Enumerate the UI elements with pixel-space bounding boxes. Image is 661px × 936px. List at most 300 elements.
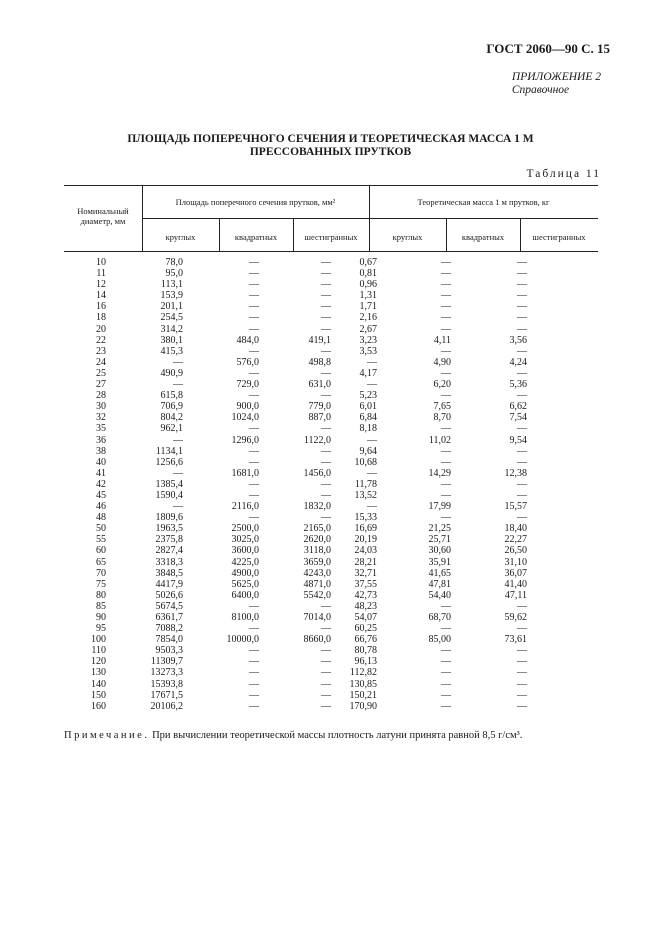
table-cell: 779,0	[308, 401, 331, 413]
table-cell: 11,02	[428, 434, 451, 446]
table-cell: 1385,4	[155, 478, 183, 490]
table-cell: 887,0	[308, 412, 331, 424]
table-cell: 0,67	[359, 257, 377, 268]
table-cell: 35,91	[428, 556, 451, 568]
table-cell: 95	[96, 623, 106, 635]
table-cell: 6,01	[359, 401, 377, 413]
table-cell: —	[321, 423, 331, 435]
table-cell: 10,68	[354, 456, 377, 468]
table-cell: 1296,0	[231, 434, 259, 446]
appendix-block	[512, 71, 601, 97]
table-cell: 96,13	[354, 656, 377, 668]
table-row	[64, 379, 527, 390]
table-cell: —	[367, 379, 377, 391]
table-cell: 100	[91, 634, 106, 646]
table-cell: —	[517, 689, 527, 701]
table-row	[64, 357, 527, 368]
table-cell: 160	[91, 700, 106, 712]
table-cell: —	[367, 467, 377, 479]
table-cell: 85	[96, 600, 106, 612]
table-row	[64, 634, 527, 645]
table-cell: —	[441, 390, 451, 402]
table-cell: 201,1	[160, 301, 183, 313]
appendix-kind: Справочное	[511, 84, 570, 96]
table-cell: 40	[96, 456, 106, 468]
table-cell: —	[249, 268, 259, 280]
table-cell: 5026,6	[155, 589, 183, 601]
table-cell: 41	[96, 467, 106, 479]
table-row	[64, 601, 527, 612]
table-cell: 729,0	[236, 379, 259, 391]
table-cell: —	[321, 700, 331, 712]
table-cell: 25,71	[428, 534, 451, 546]
table-cell: 7,65	[433, 401, 451, 413]
table-cell: 48,23	[354, 600, 377, 612]
table-cell: 47,81	[428, 578, 451, 590]
table-cell: 6400,0	[231, 589, 259, 601]
table-cell: 18,40	[504, 523, 527, 535]
table-cell: —	[441, 512, 451, 524]
table-cell: —	[249, 290, 259, 302]
table-cell: 8,70	[433, 412, 451, 424]
table-cell: —	[441, 279, 451, 291]
table-cell: —	[441, 689, 451, 701]
table-cell: —	[517, 445, 527, 457]
table-cell: 6,62	[509, 401, 527, 413]
table-cell: 3659,0	[303, 556, 331, 568]
table-cell: 3118,0	[303, 545, 331, 557]
table-cell: 8100,0	[231, 612, 259, 623]
table-cell: 20,19	[354, 534, 377, 546]
table-cell: —	[249, 678, 259, 690]
table-cell: 3,53	[359, 345, 377, 357]
table-cell: —	[367, 434, 377, 446]
table-row	[64, 290, 527, 301]
table-cell: 28	[96, 390, 106, 402]
table-cell: —	[321, 445, 331, 457]
table-cell: —	[441, 489, 451, 501]
table-cell: —	[321, 367, 331, 379]
table-cell: —	[249, 367, 259, 379]
table-cell: —	[517, 279, 527, 291]
header-bottom-rule	[64, 251, 598, 252]
table-cell: 498,8	[308, 356, 331, 368]
table-cell: 2827,4	[155, 545, 183, 557]
table-cell: 112,82	[349, 667, 377, 679]
table-cell: 1681,0	[231, 467, 259, 479]
table-cell: 36,07	[504, 567, 527, 579]
table-cell: —	[517, 268, 527, 280]
table-cell: 73,61	[504, 634, 527, 646]
table-cell: —	[367, 501, 377, 513]
table-cell: —	[249, 512, 259, 524]
table-body	[64, 257, 527, 712]
table-cell: 42,73	[354, 589, 377, 601]
table-cell: 3318,3	[155, 556, 183, 568]
table-cell: 1,71	[359, 301, 377, 313]
table-cell: —	[441, 445, 451, 457]
table-cell: —	[517, 667, 527, 679]
table-row	[64, 457, 527, 468]
table-cell: —	[517, 645, 527, 657]
table-cell: —	[173, 356, 183, 368]
table-cell: 130,85	[349, 678, 377, 690]
table-cell: —	[249, 279, 259, 291]
table-cell: 65	[96, 556, 106, 568]
table-cell: —	[249, 623, 259, 635]
table-cell: 24,03	[354, 545, 377, 557]
table-cell: —	[321, 345, 331, 357]
table-cell: 615,8	[160, 390, 183, 402]
table-cell: 1809,6	[155, 512, 183, 524]
table-row	[64, 579, 527, 590]
table-cell: —	[441, 623, 451, 635]
table-cell: 1832,0	[303, 501, 331, 513]
title-line-1: ПЛОЩАДЬ ПОПЕРЕЧНОГО СЕЧЕНИЯ И ТЕОРЕТИЧЕСКАЯ МАССА 1 М	[127, 133, 534, 145]
table-cell: —	[441, 645, 451, 657]
table-row	[64, 401, 527, 412]
table-cell: —	[517, 301, 527, 313]
table-cell: 153,9	[160, 290, 183, 302]
subheader-area-hex: шестигранных	[304, 232, 358, 242]
table-cell: 14	[96, 290, 106, 302]
table-cell: —	[249, 600, 259, 612]
table-cell: 25	[96, 367, 106, 379]
table-cell: 140	[91, 678, 106, 690]
table-cell: 1024,0	[231, 412, 259, 424]
appendix-label: ПРИЛОЖЕНИЕ 2	[511, 71, 601, 83]
table-row	[64, 412, 527, 423]
data-table	[64, 257, 527, 712]
table-cell: 2165,0	[303, 523, 331, 535]
table-cell: —	[441, 423, 451, 435]
table-cell: —	[321, 279, 331, 291]
table-cell: 10000,0	[226, 634, 259, 646]
table-cell: 28,21	[354, 556, 377, 568]
table-cell: —	[517, 290, 527, 302]
table-cell: 59,62	[504, 612, 527, 623]
table-cell: —	[249, 323, 259, 335]
table-cell: —	[441, 656, 451, 668]
table-cell: —	[441, 268, 451, 280]
document-title	[0, 133, 661, 159]
table-cell: —	[517, 678, 527, 690]
table-cell: 90	[96, 612, 106, 623]
table-cell: 35	[96, 423, 106, 435]
table-cell: —	[321, 268, 331, 280]
table-cell: —	[517, 623, 527, 635]
table-cell: 11	[96, 268, 106, 280]
table-cell: —	[441, 700, 451, 712]
table-cell: —	[249, 456, 259, 468]
table-cell: —	[441, 600, 451, 612]
table-cell: 4225,0	[231, 556, 259, 568]
table-cell: 962,1	[160, 423, 183, 435]
table-cell: 4243,0	[303, 567, 331, 579]
table-cell: 23	[96, 345, 106, 357]
table-cell: —	[517, 312, 527, 324]
table-cell: 30	[96, 401, 106, 413]
table-cell: 8660,0	[303, 634, 331, 646]
table-cell: 3848,5	[155, 567, 183, 579]
table-cell: —	[249, 345, 259, 357]
table-row	[64, 446, 527, 457]
table-cell: 1122,0	[303, 434, 331, 446]
table-cell: 1,31	[359, 290, 377, 302]
table-cell: 7854,0	[155, 634, 183, 646]
table-top-rule	[64, 185, 598, 186]
table-cell: 5542,0	[303, 589, 331, 601]
table-cell: —	[173, 379, 183, 391]
table-cell: 60	[96, 545, 106, 557]
table-cell: 804,2	[160, 412, 183, 424]
table-cell: 254,5	[160, 312, 183, 324]
table-cell: 380,1	[160, 334, 183, 346]
table-cell: —	[441, 323, 451, 335]
table-cell: —	[321, 600, 331, 612]
table-cell: —	[249, 445, 259, 457]
table-cell: 419,1	[308, 334, 331, 346]
table-cell: —	[517, 456, 527, 468]
header-area-group: Площадь поперечного сечения прутков, мм²	[175, 197, 336, 207]
table-cell: 576,0	[236, 356, 259, 368]
table-cell: 6,20	[433, 379, 451, 391]
table-cell: —	[249, 689, 259, 701]
table-cell: —	[517, 345, 527, 357]
table-cell: 70	[96, 567, 106, 579]
table-cell: 41,40	[504, 578, 527, 590]
table-cell: —	[249, 423, 259, 435]
table-note	[64, 730, 522, 741]
table-cell: 47,11	[504, 589, 527, 601]
table-cell: 4417,9	[155, 578, 183, 590]
table-cell: 22,27	[504, 534, 527, 546]
subheader-area-square: квадратных	[234, 232, 278, 242]
table-cell: 15393,8	[150, 678, 183, 690]
table-cell: —	[367, 356, 377, 368]
table-cell: —	[517, 323, 527, 335]
table-cell: —	[321, 478, 331, 490]
table-cell: 32	[96, 412, 106, 424]
table-cell: 11309,7	[150, 656, 183, 668]
table-cell: 3600,0	[231, 545, 259, 557]
table-cell: 1590,4	[155, 489, 183, 501]
table-cell: —	[441, 667, 451, 679]
table-cell: —	[517, 390, 527, 402]
table-cell: 7,54	[509, 412, 527, 424]
table-row	[64, 279, 527, 290]
table-cell: 3025,0	[231, 534, 259, 546]
table-cell: 17,99	[428, 501, 451, 513]
table-cell: —	[321, 623, 331, 635]
table-cell: 120	[91, 656, 106, 668]
table-cell: 5,23	[359, 390, 377, 402]
table-cell: 54,40	[428, 589, 451, 601]
table-cell: 7088,2	[155, 623, 183, 635]
table-cell: —	[321, 656, 331, 668]
subheader-mass-round: круглых	[392, 232, 423, 242]
table-cell: 415,3	[160, 345, 183, 357]
table-cell: —	[249, 667, 259, 679]
table-cell: 48	[96, 512, 106, 524]
table-cell: 0,96	[359, 279, 377, 291]
table-cell: 42	[96, 478, 106, 490]
table-cell: 27	[96, 379, 106, 391]
table-cell: 21,25	[428, 523, 451, 535]
table-cell: —	[517, 478, 527, 490]
table-row	[64, 645, 527, 656]
table-cell: —	[517, 512, 527, 524]
table-row	[64, 312, 527, 323]
table-cell: 16,69	[354, 523, 377, 535]
table-cell: 12	[96, 279, 106, 291]
table-cell: 55	[96, 534, 106, 546]
table-cell: 1134,1	[155, 445, 183, 457]
table-cell: 706,9	[160, 401, 183, 413]
table-row	[64, 557, 527, 568]
table-cell: —	[321, 390, 331, 402]
table-cell: 1963,5	[155, 523, 183, 535]
table-cell: —	[249, 656, 259, 668]
table-cell: 4,17	[359, 367, 377, 379]
table-cell: 2375,8	[155, 534, 183, 546]
table-cell: —	[441, 456, 451, 468]
table-cell: —	[441, 301, 451, 313]
table-cell: 50	[96, 523, 106, 535]
table-cell: 60,25	[354, 623, 377, 635]
table-cell: 12,38	[504, 467, 527, 479]
table-row	[64, 501, 527, 512]
table-row	[64, 268, 527, 279]
table-cell: 5625,0	[231, 578, 259, 590]
table-cell: —	[321, 489, 331, 501]
table-cell: 26,50	[504, 545, 527, 557]
table-cell: —	[441, 290, 451, 302]
table-cell: —	[517, 257, 527, 268]
table-cell: 36	[96, 434, 106, 446]
table-cell: 314,2	[160, 323, 183, 335]
table-cell: 20	[96, 323, 106, 335]
table-cell: —	[441, 367, 451, 379]
table-cell: 113,1	[160, 279, 183, 291]
table-cell: —	[173, 434, 183, 446]
table-cell: —	[249, 390, 259, 402]
table-row	[64, 667, 527, 678]
table-cell: —	[321, 667, 331, 679]
table-cell: 75	[96, 578, 106, 590]
table-cell: —	[321, 456, 331, 468]
table-cell: 66,76	[354, 634, 377, 646]
table-cell: 18	[96, 312, 106, 324]
table-cell: —	[517, 600, 527, 612]
table-cell: —	[321, 678, 331, 690]
table-cell: 9,54	[509, 434, 527, 446]
table-cell: —	[441, 257, 451, 268]
table-row	[64, 656, 527, 667]
table-cell: 15,57	[504, 501, 527, 513]
table-cell: 2620,0	[303, 534, 331, 546]
table-cell: 31,10	[504, 556, 527, 568]
table-cell: 8,18	[359, 423, 377, 435]
table-cell: 2116,0	[231, 501, 259, 513]
table-cell: 38	[96, 445, 106, 457]
table-cell: 80	[96, 589, 106, 601]
table-cell: 45	[96, 489, 106, 501]
table-cell: 484,0	[236, 334, 259, 346]
table-cell: 6361,7	[155, 612, 183, 623]
table-row	[64, 679, 527, 690]
table-cell: 150,21	[349, 689, 377, 701]
table-cell: 24	[96, 356, 106, 368]
table-cell: 9,64	[359, 445, 377, 457]
subheader-area-round: круглых	[165, 232, 196, 242]
table-cell: —	[249, 489, 259, 501]
subheader-mass-hex: шестигранных	[532, 232, 586, 242]
table-row	[64, 490, 527, 501]
table-cell: —	[321, 689, 331, 701]
header-mid-rule	[142, 218, 598, 219]
table-row	[64, 335, 527, 346]
table-cell: 41,65	[428, 567, 451, 579]
table-row	[64, 390, 527, 401]
table-cell: 37,55	[354, 578, 377, 590]
header-diameter: Номинальный диаметр, мм	[77, 206, 129, 226]
table-row	[64, 423, 527, 434]
table-cell: —	[173, 501, 183, 513]
table-cell: 5674,5	[155, 600, 183, 612]
table-cell: —	[441, 345, 451, 357]
table-cell: 490,9	[160, 367, 183, 379]
table-cell: —	[517, 656, 527, 668]
table-cell: 30,60	[428, 545, 451, 557]
table-cell: 80,78	[354, 645, 377, 657]
table-cell: —	[517, 489, 527, 501]
table-cell: 4,90	[433, 356, 451, 368]
header-mass-group: Теоретическая масса 1 м прутков, кг	[417, 197, 550, 207]
table-row	[64, 479, 527, 490]
table-cell: —	[249, 700, 259, 712]
table-cell: 4,11	[433, 334, 451, 346]
table-cell: 78,0	[165, 257, 183, 268]
table-cell: —	[321, 301, 331, 313]
table-cell: —	[249, 301, 259, 313]
table-row	[64, 545, 527, 556]
table-cell: 130	[91, 667, 106, 679]
table-row	[64, 301, 527, 312]
table-cell: —	[321, 645, 331, 657]
table-cell: 7014,0	[303, 612, 331, 623]
table-cell: 0,81	[359, 268, 377, 280]
table-row	[64, 690, 527, 701]
table-cell: —	[321, 323, 331, 335]
table-cell: 2,16	[359, 312, 377, 324]
table-cell: 2500,0	[231, 523, 259, 535]
table-cell: 95,0	[165, 268, 183, 280]
table-cell: 1456,0	[303, 467, 331, 479]
table-cell: —	[321, 512, 331, 524]
table-cell: 13273,3	[150, 667, 183, 679]
note-label: Примечание.	[64, 730, 150, 741]
table-cell: 4,24	[509, 356, 527, 368]
table-row	[64, 568, 527, 579]
table-cell: —	[249, 478, 259, 490]
table-row	[64, 324, 527, 335]
table-cell: 14,29	[428, 467, 451, 479]
table-cell: 20106,2	[150, 700, 183, 712]
table-cell: 85,00	[428, 634, 451, 646]
page-header: ГОСТ 2060—90 С. 15	[486, 41, 610, 56]
table-row	[64, 257, 527, 268]
